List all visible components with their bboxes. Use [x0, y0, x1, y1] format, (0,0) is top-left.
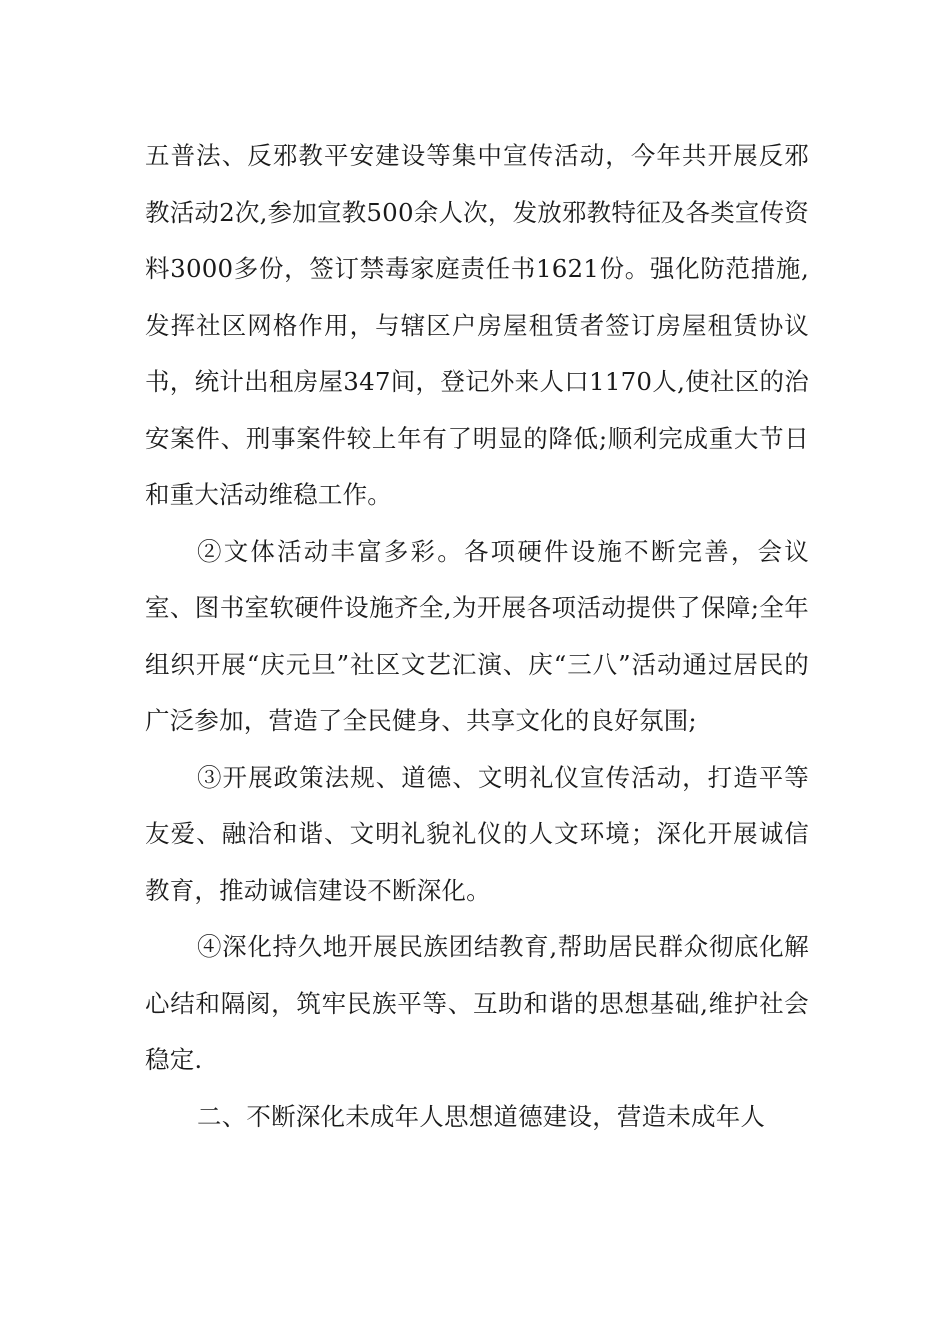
document-body: [145, 128, 809, 1145]
paragraph-cultural-activities: ②文体活动丰富多彩。各项硬件设施不断完善，会议室、图书室软硬件设施齐全,为开展各项活动提供了保障;全年组织开展“庆元旦”社区文艺汇演、庆“三八”活动通过居民的广泛参加，营造了全民健身、共享文化的良好氛围;: [145, 536, 809, 735]
paragraph-security-work: 五普法、反邪教平安建设等集中宣传活动，今年共开展反邪教活动2次,参加宣教500余人次，发放邪教特征及各类宣传资料3000多份，签订禁毒家庭责任书1621份。强化防范措施,发挥社区网格作用，与辖区户房屋租赁者签订房屋租赁协议书，统计出租房屋347间，登记外来人口1170人,使社区的治安案件、刑事案件较上年有了明显的降低;顺利完成重大节日和重大活动维稳工作。: [145, 141, 809, 509]
paragraph-section-two-heading: 二、不断深化未成年人思想道德建设，营造未成年人: [197, 1101, 766, 1131]
paragraph-ethnic-unity: ④深化持久地开展民族团结教育,帮助居民群众彻底化解心结和隔阂，筑牢民族平等、互助和谐的思想基础,维护社会稳定.: [145, 932, 809, 1074]
paragraph-policy-publicity: ③开展政策法规、道德、文明礼仪宣传活动，打造平等友爱、融洽和谐、文明礼貌礼仪的人文环境；深化开展诚信教育，推动诚信建设不断深化。: [145, 762, 809, 905]
